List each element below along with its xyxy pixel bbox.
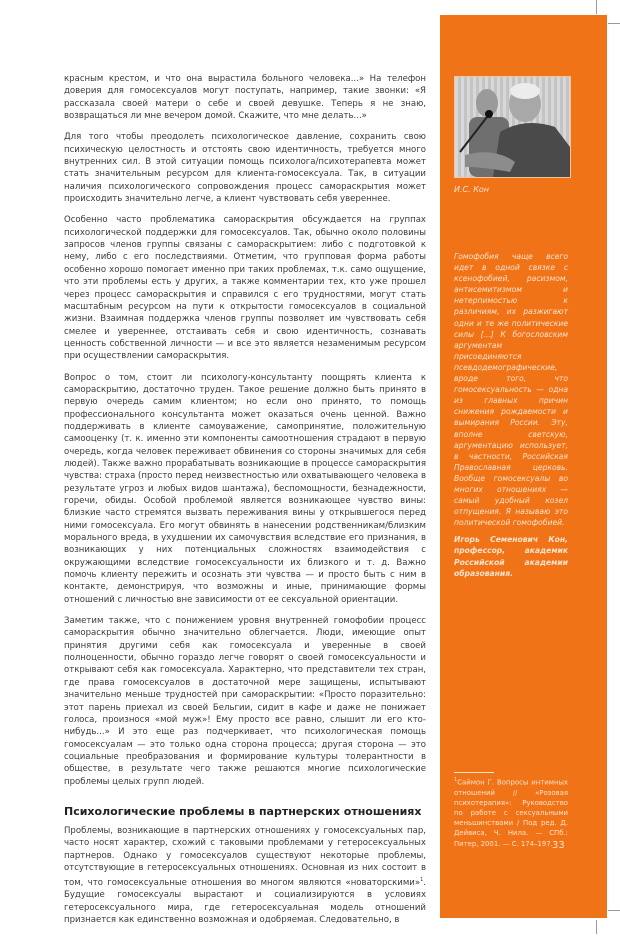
photo-caption: И.С. Кон	[454, 185, 490, 194]
quote-author: Игорь Семенович Кон, профессор, академик Российской академии образования.	[454, 535, 568, 578]
main-text-column	[64, 73, 426, 936]
footnote-ref[interactable]: 1	[420, 877, 424, 884]
paragraph: Особенно часто проблематика самораскрытия обсуждается на группах психологической поддержки для гомосексуалов. Так, обычно около половины запросов членов группы связаны с самораскрытием: либо с подготовкой к нему, либо с его последствиями. Отметим, что групповая форма работы особенно хорошо помогает именно при таких проблемах, т.к. само ощущение, что эти проблемы есть у других, а также комментарии тех, кто уже прошел через процесс самораскрытия и справился с его трудностями, могут стать масштабным ресурсом на пути к открытости гомосексуалов в социальной жизни. Взаимная поддержка членов группы позволяет им чувствовать себя смелее и увереннее, отстаивать себя и свою идентичность, сознавать ценность собственной личности — и все это является незаменимым ресурсом при осуществлении самораскрытия.	[64, 215, 426, 362]
crop-mark	[608, 910, 620, 911]
sidebar-quote	[454, 251, 568, 585]
people-photo-icon	[455, 77, 570, 177]
crop-mark	[596, 0, 597, 14]
paragraph-text: Проблемы, возникающие в партнерских отношениях у гомосексуальных пар, часто носят характер, схожий с таковыми проблемами у гетеросексуальных партнеров. Однако у гомосексуалов существуют некоторые проблемы, отсутствующие в гетеросексуальных отношениях. Основная из них состоит в том, что гомосексуальные отношения во многом являются «новаторскими»	[64, 825, 426, 889]
paragraph-text: . Будущие гомосексуалы вырастают и социализируются в условиях гетеросексуального мира, где гетеросексуальная модель отношений признается как единственно возможная и одобряемая. Следовательно, в	[64, 878, 426, 926]
portrait-photo	[454, 76, 571, 178]
crop-mark	[596, 920, 597, 934]
footnote-text: Саймон Г. Вопросы интимных отношений // «Розовая психотерапия»: Руководство по работе с сексуальными меньшинствами / Под ред. Д. Дейвиса, Ч. Нила. — СПб.: Питер, 2001. — С. 174–197.	[454, 778, 568, 848]
crop-mark	[608, 23, 620, 24]
paragraph: Заметим также, что с понижением уровня внутренней гомофобии процесс самораскрытия обычно значительно облегчается. Люди, имеющие опыт принятия другими себя как гомосексуала и уверенные в своей полноценности, обычно гораздо легче говорят о своей гомосексуальности и открывают себя как гомосексуала. Характерно, что представители тех стран, где права гомосексуалов в достаточной мере защищены, испытывают значительно меньше трудностей при самораскрытии: «Просто поразительно: этот парень приехал из своей Бельгии, сидит в кафе и даже не понижает голоса, произнося «мой муж»! Ему просто все равно, слышит ли его кто-нибудь...» И это еще раз подчеркивает, что психологическая помощь гомосексуалам — это только одна сторона процесса; другая сторона — это социальные преобразования и формирование культуры толерантности в обществе, в результате чего также решаются многие психологические проблемы целых групп людей.	[64, 616, 426, 787]
paragraph: Вопрос о том, стоит ли психологу-консультанту поощрять клиента к самораскрытию, достаточно труден. Такое решение должно быть принято в первую очередь самим клиентом; но если оно принято, то помощь профессионального консультанта может оказаться очень ценной. Важно поддерживать в клиенте самоуважение, самопринятие, положительную самооценку (т. к. именно эти компоненты самоотношения страдают в первую очередь, когда человек переживает обвинения со стороны значимых для себя людей). Также важно прорабатывать возникающие в процессе самораскрытия чувства: страха (просто перед неизвестностью или охватывающего человека в результате угроз и любых видов шантажа), беспомощности, безнадежности, горечи, обиды. Особой проблемой является возникающее чувство вины: близкие часто стремятся вызвать переживания вины у открывшегося перед ними гомосексуала. Его могут обвинять в нанесении родственникам/близким морального вреда, в ухудшении их самочувствия вследствие его признания, в возникающих у них потенциальных сложностях взаимодействия с окружающими вследствие гомосексуальности их близкого и т. д. Важно помочь клиенту пережить и осознать эти чувства — и просто быть с ним в контакте, демонстрируя, что возможны и иные, принимающие формы отношений с личностью вне зависимости от ее сексуальной ориентации.	[64, 372, 427, 605]
footnote	[454, 775, 568, 849]
section-heading: Психологические проблемы в партнерских отношениях	[64, 804, 422, 818]
sidebar-panel	[440, 15, 607, 918]
paragraph	[64, 825, 426, 927]
page-number: 33	[552, 840, 565, 851]
paragraph: Для того чтобы преодолеть психологическое давление, сохранить свою психическую целостность и отстоять свою идентичность, требуется много внутренних сил. В этой ситуации помощь психолога/психотерапевта может стать значительным ресурсом для клиента-гомосексуала. Так, в ситуации наличия психологического сопровождения процесс самораскрытия может происходить значительно легче, а клиент чувствовать себя увереннее.	[64, 132, 426, 205]
footnote-number: 1	[454, 777, 458, 783]
footnote-divider	[454, 772, 494, 773]
paragraph: красным крестом, и что она вырастила больного человека...» На телефон доверия для гомосексуалов могут поступать, например, такие звонки: «Я рассказала своей матери о себе и своей девушке. Теперь я не знаю, возвращаться ли мне вечером домой. Скажите, что мне делать...»	[64, 74, 426, 122]
quote-text: Гомофобия чаще всего идет в одной связке с ксенофобией, расизмом, антисемитизмом и нетерпимостью к различиям, их разжигают одни и те же политические силы [...] К богословским аргументам присоединяются псевдодемографические, вроде того, что гомосексуальность — одна из главных причин снижения рождаемости и вымирания России. Эту, вполне светскую, аргументацию использует, в частности, Российская Православная церковь. Вообще гомосексуалы во многих отношениях — самый удобный козел отпущения. Я называю это политической гомофобией.	[454, 252, 568, 528]
